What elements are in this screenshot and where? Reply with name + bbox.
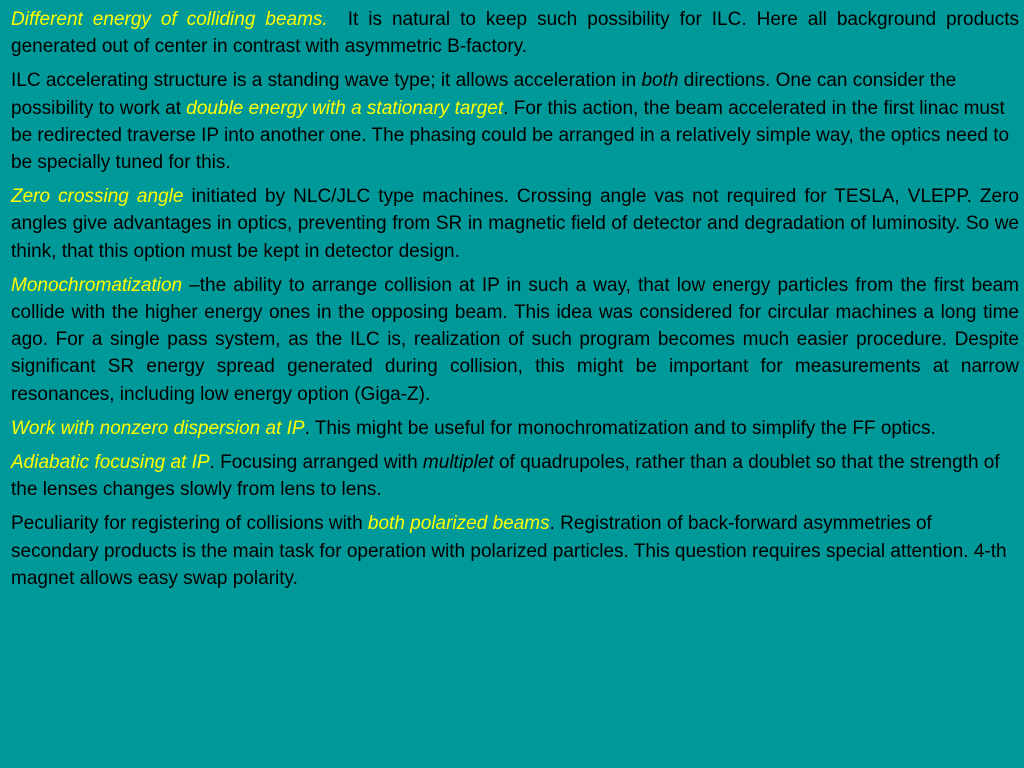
paragraph-different-energy [11,6,1019,60]
highlight-double-energy: double energy with a stationary target [186,97,504,119]
heading-adiabatic-focusing: Adiabatic focusing at IP [11,452,210,474]
slide-content [11,6,1019,599]
paragraph-text: . Registration of back-forward asymmetries of secondary products is the main task for operation with polarized particles. This question requires special attention. 4-th magnet allows easy swap polarity. [11,513,1007,589]
paragraph-text: of quadrupoles, rather than a doublet so that the strength of the lenses changes slowly from lens to lens. [11,452,1000,501]
emphasis-multiplet: multiplet [422,452,494,474]
paragraph-adiabatic-focusing [11,449,1019,503]
paragraph-monochromatization [11,272,1019,408]
paragraph-text: directions. One can consider the possibility to work at [11,70,957,119]
paragraph-text: . For this action, the beam accelerated in the first linac must be redirected traverse IP into another one. The phasing could be arranged in a relatively simple way, the optics need to be specially tuned for this. [11,97,1010,174]
paragraph-text: –the ability to arrange collision at IP in such a way, that low energy particles from the first beam collide with the higher energy ones in the opposing beam. This idea was considered for circular machines a long time ago. For a single pass system, as the ILC is, realization of such program becomes much easier procedure. Despite significant SR energy spread generated during collision, this might be important for measurements at narrow resonances, including low energy option (Giga-Z). [11,274,1019,405]
heading-monochromatization: Monochromatization [11,274,183,296]
paragraph-text: . Focusing arranged with [209,452,423,474]
emphasis-both: both [641,70,679,92]
paragraph-ilc-structure [11,67,1019,176]
paragraph-gap [328,9,348,30]
paragraph-text: . This might be useful for monochromatization and to simplify the FF optics. [304,417,936,439]
heading-different-energy: Different energy of colliding beams. [11,9,328,30]
paragraph-text: ILC accelerating structure is a standing wave type; it allows acceleration in [11,70,642,92]
paragraph-text: initiated by NLC/JLC type machines. Crossing angle vas not required for TESLA, VLEPP. Zero angles give advantages in optics, preventing from SR in magnetic field of detector and degradation of luminosity. So we think, that this option must be kept in detector design. [11,186,1019,262]
heading-zero-crossing: Zero crossing angle [11,186,184,208]
highlight-polarized-beams: both polarized beams [367,513,550,535]
paragraph-zero-crossing [11,183,1019,265]
paragraph-polarized-beams [11,510,1019,592]
paragraph-text: Peculiarity for registering of collisions with [11,513,368,535]
heading-nonzero-dispersion: Work with nonzero dispersion at IP [11,417,305,439]
paragraph-nonzero-dispersion [11,415,1019,442]
paragraph-text: It is natural to keep such possibility for ILC. Here all background products generated out of center in contrast with asymmetric B-factory. [11,9,1019,58]
